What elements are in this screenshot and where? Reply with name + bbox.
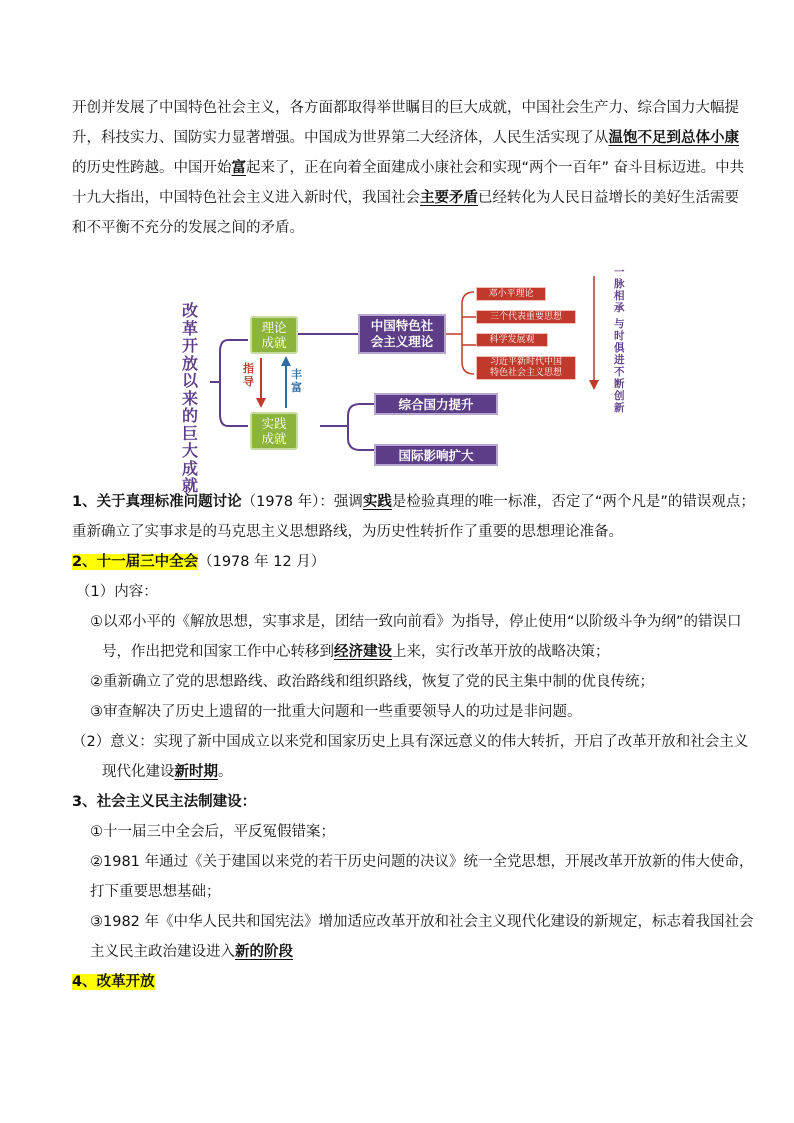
practice-achievement-box: 实践 成就 (250, 412, 298, 450)
guide-label: 指导 (243, 362, 254, 388)
section-3-item-3-line-2: 主义民主政治建设进入新的阶段 (90, 944, 293, 960)
underlined-term: 主要矛盾 (420, 190, 478, 206)
section-3-item-3-line-1: ③1982 年《中华人民共和国宪法》增加适应改革开放和社会主义现代化建设的新规定，标志着我国社会 (90, 914, 754, 930)
underlined-term: 富 (231, 160, 246, 176)
section-2-item-1-line-2: 号，作出把党和国家工作中心转移到经济建设上来，实行改革开放的战略决策； (102, 644, 610, 660)
underlined-term: 经济建设 (334, 644, 392, 660)
intro-line-1: 开创并发展了中国特色社会主义，各方面都取得举世瞩目的巨大成就，中国社会生产力、综合国力大幅提 (72, 100, 739, 116)
section-2-significance-line-1: （2）意义：实现了新中国成立以来党和国家历史上具有深远意义的伟大转折，开启了改革开放和社会主义 (72, 734, 749, 750)
section-3-item-2-line-2: 打下重要思想基础； (90, 884, 221, 900)
underlined-term: 新的阶段 (235, 944, 293, 960)
practice-item-2: 国际影响扩大 (374, 444, 498, 466)
section-2-significance-line-2: 现代化建设新时期。 (102, 764, 233, 780)
intro-line-3: 的历史性跨越。中国开始富起来了，正在向着全面建成小康社会和实现“两个一百年” 奋斗目标迈进。中共 (72, 160, 745, 176)
section-2-item-1-line-1: ①以邓小平的《解放思想，实事求是，团结一致向前看》为指导，停止使用“以阶级斗争为纲”的错误口 (90, 614, 742, 630)
section-4-title: 4、改革开放 (72, 974, 155, 990)
section-3-item-2-line-1: ②1981 年通过《关于建国以来党的若干历史问题的决议》统一全党思想，开展改革开放新的伟大使命， (90, 854, 754, 870)
diagram-title: 改革开放以来的巨大成就 (181, 301, 198, 495)
section-4-heading (72, 967, 732, 997)
section-2-item-3: ③审查解决了历史上遗留的一批重大问题和一些重要领导人的功过是非问题。 (90, 704, 582, 720)
intro-line-2: 升，科技实力、国防实力显著增强。中国成为世界第二大经济体，人民生活实现了从温饱不足到总体小康 (72, 130, 739, 146)
section-3-title: 3、社会主义民主法制建设： (72, 794, 257, 810)
theory-item-4: 习近平新时代中国 特色社会主义思想 (476, 356, 576, 380)
enrich-label: 丰富 (291, 368, 302, 394)
section-1-line-2: 重新确立了实事求是的马克思主义思想路线，为历史性转折作了重要的思想理论准备。 (72, 524, 623, 540)
right-label-innovate: 不断创新 (614, 366, 625, 414)
theory-item-1: 邓小平理论 (476, 287, 546, 301)
section-3-item-1: ①十一届三中全会后，平反冤假错案； (90, 824, 335, 840)
section-1-title: 关于真理标准问题讨论 (96, 494, 242, 510)
intro-line-5: 和不平衡不充分的发展之间的矛盾。 (72, 220, 304, 236)
theory-achievement-box: 理论 成就 (250, 316, 298, 354)
practice-item-1: 综合国力提升 (374, 393, 498, 415)
theory-item-3: 科学发展观 (476, 333, 548, 347)
right-label-continuity: 一脉相承 (614, 266, 625, 314)
underlined-term: 实践 (362, 494, 392, 510)
section-2-item-2: ②重新确立了党的思想路线、政治路线和组织路线，恢复了党的民主集中制的优良传统； (90, 674, 654, 690)
right-label-advance: 与时俱进 (614, 318, 625, 366)
achievements-diagram (170, 262, 640, 495)
theory-item-2: 三个代表重要思想 (476, 310, 576, 324)
intro-paragraph (72, 93, 745, 243)
sections (72, 487, 755, 997)
section-1-line-1: 1、关于真理标准问题讨论（1978 年）：强调实践是检验真理的唯一标准，否定了“两个凡是”的错误观点； (72, 494, 755, 510)
underlined-term: 新时期 (174, 764, 218, 780)
section-2-content-label: （1）内容： (76, 584, 158, 600)
intro-line-4: 十九大指出，中国特色社会主义进入新时代，我国社会主要矛盾已经转化为人民日益增长的美好生活需要 (72, 190, 739, 206)
socialist-theory-box: 中国特色社 会主义理论 (358, 314, 446, 354)
underlined-term: 温饱不足到总体小康 (608, 130, 739, 146)
section-2-title: 十一届三中全会 (96, 554, 199, 570)
section-2-heading: 2、十一届三中全会（1978 年 12 月） (72, 554, 326, 570)
